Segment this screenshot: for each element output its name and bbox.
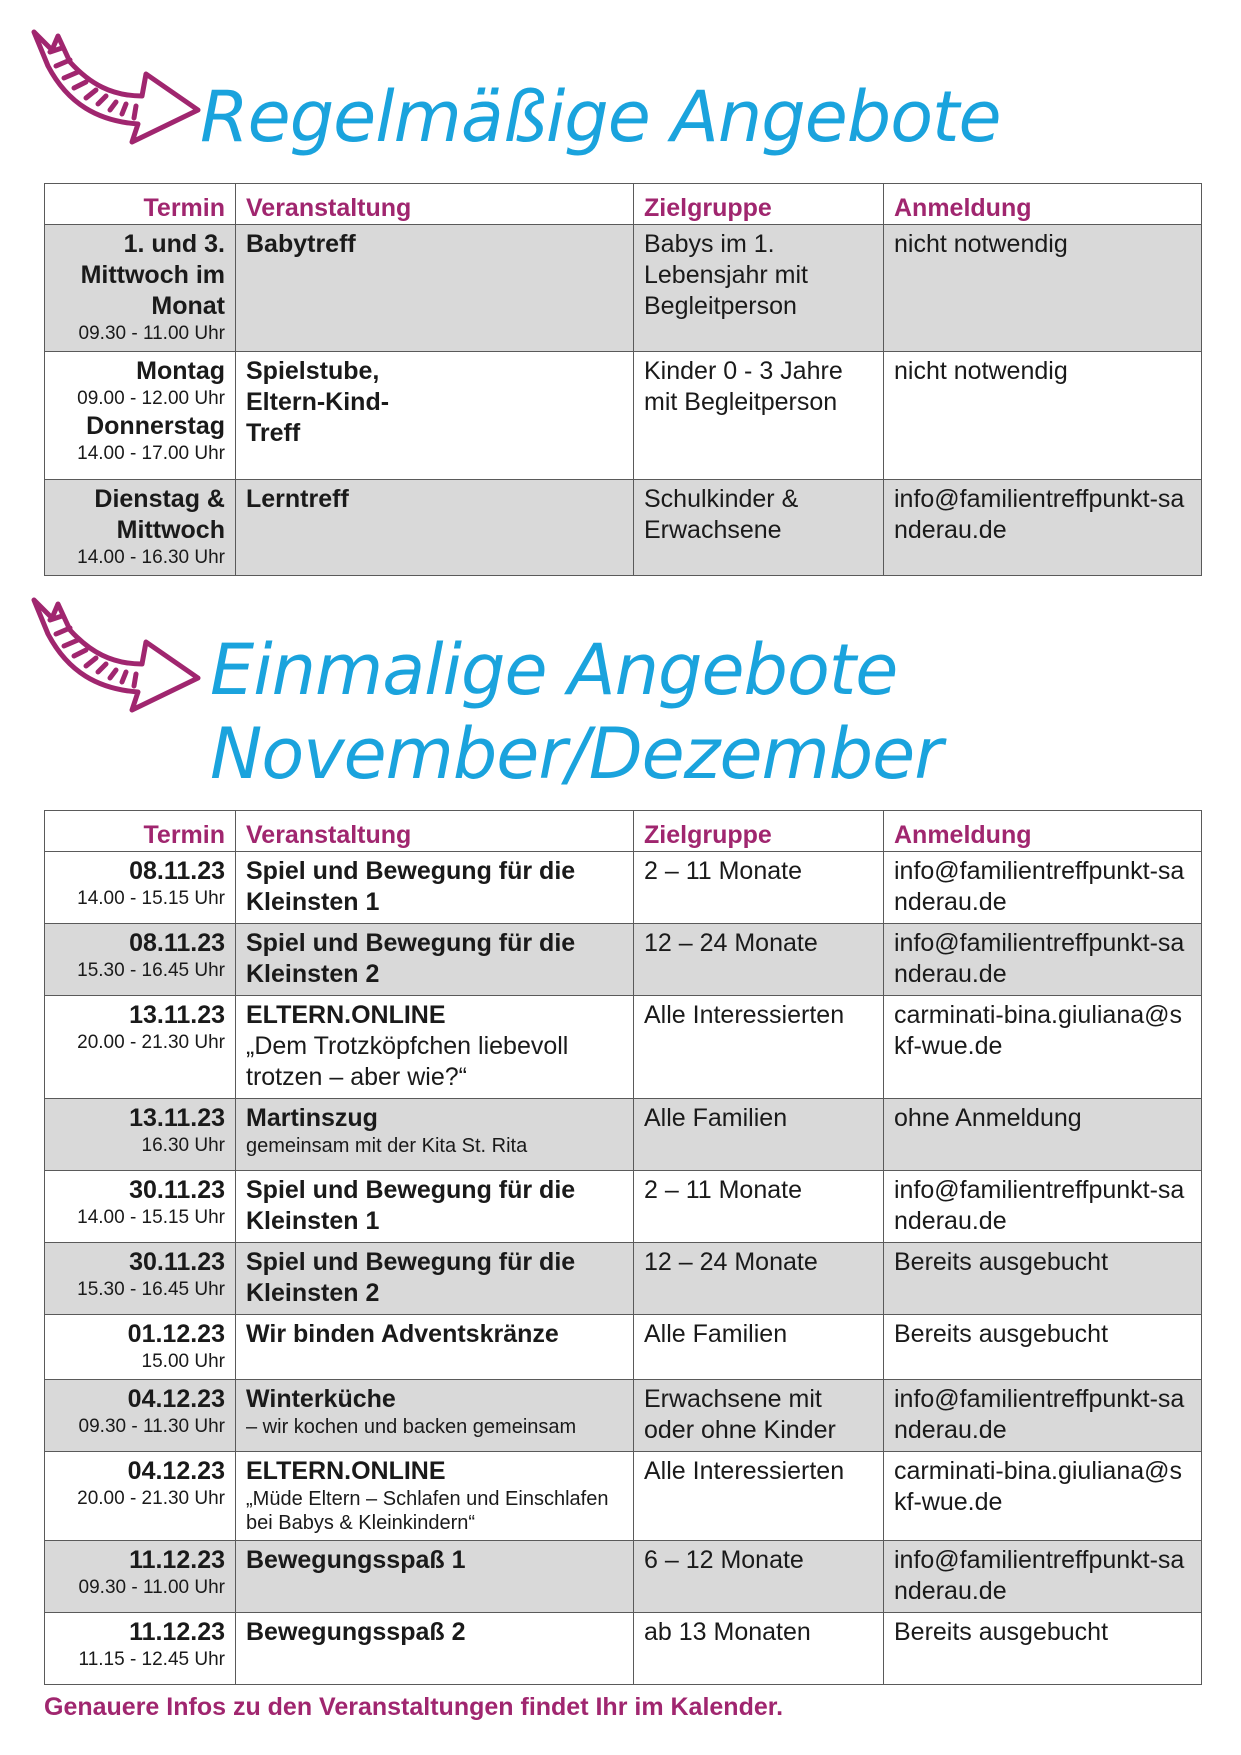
table-row: [45, 480, 1202, 576]
target-cell: 2 – 11 Monate: [634, 852, 884, 924]
target-cell: 2 – 11 Monate: [634, 1171, 884, 1243]
time-label: 16.30 Uhr: [141, 1135, 225, 1156]
table-row: [45, 1613, 1202, 1685]
event-subtitle: gemeinsam mit der Kita St. Rita: [246, 1135, 528, 1157]
time-label: 20.00 - 21.30 Uhr: [77, 1488, 225, 1509]
event-cell: [236, 852, 634, 924]
target-cell: Erwachsene mit oder ohne Kinder: [634, 1380, 884, 1452]
date-cell: [45, 924, 236, 996]
table-row: [45, 1243, 1202, 1315]
table-row: [45, 996, 1202, 1099]
signup-cell: nicht notwendig: [884, 352, 1202, 480]
signup-cell: Bereits ausgebucht: [884, 1243, 1202, 1315]
time-label: 20.00 - 21.30 Uhr: [77, 1032, 225, 1053]
event-cell: [236, 1315, 634, 1380]
date-cell: [45, 1315, 236, 1380]
event-name: Martinszug: [246, 1104, 378, 1132]
event-cell: [236, 1613, 634, 1685]
section1-title: Regelmäßige Angebote: [200, 76, 1001, 158]
table-row: [45, 1452, 1202, 1541]
col-header-termin: Termin: [45, 811, 236, 852]
event-cell: [236, 1171, 634, 1243]
arrow-icon: [28, 26, 208, 151]
event-name: Spiel und Bewegung für die Kleinsten 1: [246, 857, 576, 916]
date-label: 08.11.23: [129, 857, 225, 885]
table-row: [45, 852, 1202, 924]
date-label: 01.12.23: [127, 1320, 225, 1348]
time-label: 14.00 - 17.00 Uhr: [77, 443, 225, 464]
signup-cell: carminati-bina.giuliana@skf-wue.de: [884, 1452, 1202, 1541]
date-cell: [45, 1099, 236, 1171]
event-cell: [236, 924, 634, 996]
date-cell: [45, 1243, 236, 1315]
date-cell: [45, 1613, 236, 1685]
table-row: [45, 1541, 1202, 1613]
date-cell: [45, 1452, 236, 1541]
date-label: 13.11.23: [129, 1104, 225, 1132]
regular-offers-table: [44, 183, 1202, 576]
event-name: ELTERN.ONLINE: [246, 1457, 446, 1485]
date-cell: [45, 996, 236, 1099]
date-cell: [45, 1380, 236, 1452]
target-cell: Babys im 1. Lebensjahr mit Begleitperson: [634, 225, 884, 352]
table-header-row: [45, 811, 1202, 852]
target-cell: ab 13 Monaten: [634, 1613, 884, 1685]
signup-cell: ohne Anmeldung: [884, 1099, 1202, 1171]
date-cell: [45, 1541, 236, 1613]
table-header-row: [45, 184, 1202, 225]
date-label: 30.11.23: [129, 1176, 225, 1204]
date-label: 11.12.23: [129, 1618, 225, 1646]
time-label: 11.15 - 12.45 Uhr: [78, 1649, 225, 1670]
section2-title-line1: Einmalige Angebote: [210, 629, 898, 711]
signup-cell: info@familientreffpunkt-sanderau.de: [884, 1380, 1202, 1452]
table-row: [45, 1171, 1202, 1243]
event-cell: [236, 1380, 634, 1452]
target-cell: Alle Familien: [634, 1315, 884, 1380]
time-label: 09.30 - 11.00 Uhr: [78, 323, 225, 344]
date-cell: [45, 1171, 236, 1243]
event-name: Spielstube, Eltern-Kind-Treff: [246, 357, 390, 447]
time-label: 09.30 - 11.30 Uhr: [78, 1416, 225, 1437]
col-header-zielgruppe: Zielgruppe: [634, 811, 884, 852]
event-name: Babytreff: [246, 230, 356, 258]
table-row: [45, 1380, 1202, 1452]
time-label: 15.30 - 16.45 Uhr: [77, 1279, 225, 1300]
event-cell: [236, 352, 634, 480]
event-cell: [236, 1099, 634, 1171]
event-subtitle: – wir kochen und backen gemeinsam: [246, 1416, 577, 1438]
event-cell: [236, 1452, 634, 1541]
col-header-termin: Termin: [45, 184, 236, 225]
date-label: 1. und 3. Mittwoch im Monat: [80, 230, 225, 320]
target-cell: 12 – 24 Monate: [634, 1243, 884, 1315]
date-label: Donnerstag: [86, 412, 225, 440]
event-cell: [236, 225, 634, 352]
date-cell: [45, 225, 236, 352]
date-label: 30.11.23: [129, 1248, 225, 1276]
time-label: 14.00 - 16.30 Uhr: [77, 547, 225, 568]
time-label: 14.00 - 15.15 Uhr: [77, 888, 225, 909]
signup-cell: carminati-bina.giuliana@skf-wue.de: [884, 996, 1202, 1099]
signup-cell: info@familientreffpunkt-sanderau.de: [884, 1171, 1202, 1243]
date-label: Dienstag & Mittwoch: [94, 485, 225, 544]
target-cell: 12 – 24 Monate: [634, 924, 884, 996]
signup-cell: Bereits ausgebucht: [884, 1613, 1202, 1685]
event-subtitle: „Müde Eltern – Schlafen und Einschlafen bei Babys & Kleinkindern“: [246, 1488, 609, 1534]
signup-cell: Bereits ausgebucht: [884, 1315, 1202, 1380]
table-row: [45, 352, 1202, 480]
one-time-offers-table: [44, 810, 1202, 1685]
date-label: 13.11.23: [129, 1001, 225, 1029]
col-header-anmeldung: Anmeldung: [884, 811, 1202, 852]
section2-title: [210, 628, 942, 796]
date-label: Montag: [136, 357, 225, 385]
date-cell: [45, 852, 236, 924]
table-row: [45, 1315, 1202, 1380]
target-cell: 6 – 12 Monate: [634, 1541, 884, 1613]
event-cell: [236, 1243, 634, 1315]
date-label: 08.11.23: [129, 929, 225, 957]
signup-cell: info@familientreffpunkt-sanderau.de: [884, 924, 1202, 996]
table-row: [45, 225, 1202, 352]
table-row: [45, 924, 1202, 996]
target-cell: Kinder 0 - 3 Jahre mit Begleitperson: [634, 352, 884, 480]
section2-title-line2: November/Dezember: [210, 713, 942, 795]
col-header-veranstaltung: Veranstaltung: [236, 184, 634, 225]
time-label: 15.30 - 16.45 Uhr: [77, 960, 225, 981]
date-cell: [45, 480, 236, 576]
event-name: ELTERN.ONLINE: [246, 1001, 446, 1029]
date-cell: [45, 352, 236, 480]
col-header-veranstaltung: Veranstaltung: [236, 811, 634, 852]
event-name: Bewegungsspaß 2: [246, 1618, 466, 1646]
event-cell: [236, 1541, 634, 1613]
time-label: 09.00 - 12.00 Uhr: [77, 388, 225, 409]
event-cell: [236, 480, 634, 576]
table-row: [45, 1099, 1202, 1171]
one-time-offers-body: [45, 852, 1202, 1685]
event-name: Winterküche: [246, 1385, 396, 1413]
time-label: 09.30 - 11.00 Uhr: [78, 1577, 225, 1598]
col-header-zielgruppe: Zielgruppe: [634, 184, 884, 225]
target-cell: Alle Interessierten: [634, 996, 884, 1099]
event-name: Spiel und Bewegung für die Kleinsten 1: [246, 1176, 576, 1235]
date-label: 04.12.23: [127, 1457, 225, 1485]
signup-cell: info@familientreffpunkt-sanderau.de: [884, 1541, 1202, 1613]
event-cell: [236, 996, 634, 1099]
arrow-icon: [28, 594, 208, 719]
target-cell: Schulkinder & Erwachsene: [634, 480, 884, 576]
date-label: 04.12.23: [127, 1385, 225, 1413]
target-cell: Alle Interessierten: [634, 1452, 884, 1541]
event-subtitle: „Dem Trotzköpfchen liebevoll trotzen – aber wie?“: [246, 1032, 569, 1091]
date-label: 11.12.23: [129, 1546, 225, 1574]
signup-cell: nicht notwendig: [884, 225, 1202, 352]
time-label: 14.00 - 15.15 Uhr: [77, 1207, 225, 1228]
event-name: Lerntreff: [246, 485, 349, 513]
signup-cell: info@familientreffpunkt-sanderau.de: [884, 852, 1202, 924]
event-name: Spiel und Bewegung für die Kleinsten 2: [246, 1248, 576, 1307]
event-name: Wir binden Adventskränze: [246, 1320, 559, 1348]
target-cell: Alle Familien: [634, 1099, 884, 1171]
event-name: Bewegungsspaß 1: [246, 1546, 466, 1574]
col-header-anmeldung: Anmeldung: [884, 184, 1202, 225]
footer-note: Genauere Infos zu den Veranstaltungen findet Ihr im Kalender.: [44, 1693, 784, 1721]
event-name: Spiel und Bewegung für die Kleinsten 2: [246, 929, 576, 988]
time-label: 15.00 Uhr: [141, 1351, 225, 1372]
signup-cell: info@familientreffpunkt-sanderau.de: [884, 480, 1202, 576]
